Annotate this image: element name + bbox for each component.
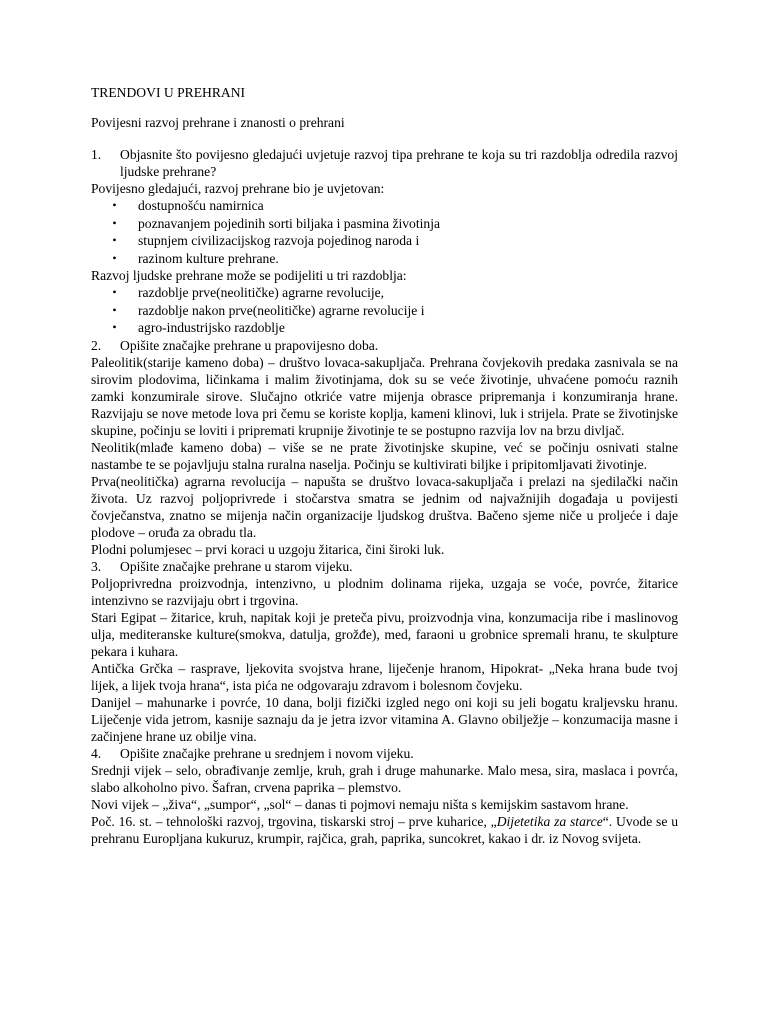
bullet-list-1 — [91, 197, 678, 267]
bullet-icon: • — [112, 302, 117, 317]
question-number: 3. — [91, 558, 102, 574]
paragraph-agrarna-revolucija: Prva(neolitička) agrarna revolucija – napušta se društvo lovaca-sakupljača i prelazi na sjedilački način života. Uz razvoj poljoprivrede i stočarstva smatra se jednim od najvažnijih događaja u povijesti čovječanstva, znatno se mijenja način organizacije ljudskog društva. Bačeno sjeme niče u proljeće i daje plodove – oruđa za obradu tla. — [91, 473, 678, 540]
question-number: 4. — [91, 745, 102, 761]
list-item: • agro-industrijsko razdoblje — [91, 319, 678, 337]
list-item: • stupnjem civilizacijskog razvoja pojedinog naroda i — [91, 232, 678, 250]
bullet-icon: • — [112, 233, 117, 247]
question-text: Opišite značajke prehrane u prapovijesno doba. — [120, 337, 379, 353]
paragraph-intro-1: Povijesno gledajući, razvoj prehrane bio je uvjetovan: — [91, 181, 385, 196]
question-3 — [91, 558, 678, 575]
paragraph-poljoprivreda: Poljoprivredna proizvodnja, intenzivno, u plodnim dolinama rijeka, uzgaja se voće, povrće, žitarice intenzivno se razvijaju obrt i trgovina. — [91, 575, 678, 608]
bullet-icon: • — [112, 215, 117, 230]
question-1 — [91, 146, 678, 180]
paragraph-neolitik: Neolitik(mlađe kameno doba) – više se ne prate životinjske skupine, već se počinju osnivati stalne nastambe te se pojavljuju stalna ruralna naselja. Počinju se kultivirati biljke i pripitomljavati životinje. — [91, 439, 678, 472]
paragraph-paleolitik: Paleolitik(starije kameno doba) – društvo lovaca-sakupljača. Prehrana čovjekovih predaka zasnivala se na sirovim plodovima, ličinkama i malim životinjama, dok su se veće životinje, uhvaćene pomoću raznih zamki konzumirale sirove. Slučajno otkriće vatre mijenja obrasce pripremanja i konzumiranja hrane. Razvijaju se nove metode lova pri čemu se koriste koplja, kameni klinovi, luk i strijela. Prate se životinjske skupine, počinju se loviti i pripremati krupnije životinje te se postupno razvija lov na brzu divljač. — [91, 354, 678, 438]
paragraph-danijel: Danijel – mahunarke i povrće, 10 dana, bolji fizički izgled nego oni koji su jeli bogatu kraljevsku hranu. Liječenje vida jetrom, kasnije saznaju da je jetra izvor vitamina A. Glavno obilježje – konzumacija masne i začinjene hrane uz obilje vina. — [91, 694, 678, 744]
bullet-icon: • — [112, 320, 117, 334]
question-number: 2. — [91, 337, 102, 353]
question-text: Opišite značajke prehrane u starom vijeku. — [120, 558, 353, 574]
question-text: Opišite značajke prehrane u srednjem i novom vijeku. — [120, 745, 414, 761]
list-item: • dostupnošću namirnica — [91, 197, 678, 215]
document-body — [91, 84, 678, 847]
bullet-icon: • — [112, 198, 117, 212]
question-number: 1. — [91, 147, 102, 162]
list-item: • razdoblje prve(neolitičke) agrarne revolucije, — [91, 284, 678, 302]
question-2 — [91, 337, 678, 354]
bullet-icon: • — [112, 285, 117, 299]
paragraph-plodni-polumjesec: Plodni polumjesec – prvi koraci u uzgoju žitarica, čini široki luk. — [91, 541, 445, 557]
paragraph-srednji-vijek: Srednji vijek – selo, obrađivanje zemlje, kruh, grah i druge mahunarke. Malo mesa, sira, maslaca i povrća, slabo alkoholno pivo. Šafran, crvena paprika – plemstvo. — [91, 762, 678, 795]
paragraph-stari-egipat: Stari Egipat – žitarice, kruh, napitak koji je preteča pivu, proizvodnja vina, konzumacija ribe i maslinovog ulja, mediteranske kulture(smokva, datulja, grožđe), med, faraoni u grobnice spremali hranu, te skulpture pekara i kuhara. — [91, 609, 678, 659]
page-title: TRENDOVI U PREHRANI — [91, 85, 246, 100]
question-text: Objasnite što povijesno gledajući uvjetuje razvoj tipa prehrane te koja su tri razdoblja odredila razvoj ljudske prehrane? — [120, 147, 678, 179]
italic-book-title: Dijetetika za starce — [496, 813, 603, 829]
paragraph-intro-2: Razvoj ljudske prehrane može se podijeliti u tri razdoblja: — [91, 268, 407, 283]
list-item: • razinom kulture prehrane. — [91, 250, 678, 268]
paragraph-novi-vijek: Novi vijek – „živa“, „sumpor“, „sol“ – danas ti pojmovi nemaju ništa s kemijskim sastavom hrane. — [91, 796, 629, 812]
bullet-icon: • — [112, 250, 117, 265]
list-item: • poznavanjem pojedinih sorti biljaka i pasmina životinja — [91, 215, 678, 233]
page-subtitle: Povijesni razvoj prehrane i znanosti o prehrani — [91, 115, 345, 130]
question-4 — [91, 745, 678, 762]
list-item: • razdoblje nakon prve(neolitičke) agrarne revolucije i — [91, 302, 678, 320]
paragraph-16-stoljece: Poč. 16. st. – tehnološki razvoj, trgovina, tiskarski stroj – prve kuharice, „Dijetetika za starce“. Uvode se u prehranu Europljana kukuruz, krumpir, rajčica, grah, paprika, suncokret, kakao i dr. iz Novog svijeta. — [91, 813, 678, 846]
bullet-list-2 — [91, 284, 678, 337]
paragraph-anticka-grcka: Antička Grčka – rasprave, ljekovita svojstva hrane, liječenje hranom, Hipokrat- „Neka hrana bude tvoj lijek, a lijek tvoja hrana“, ista pića ne odgovaraju zdravom i bolesnom čovjeku. — [91, 660, 678, 693]
